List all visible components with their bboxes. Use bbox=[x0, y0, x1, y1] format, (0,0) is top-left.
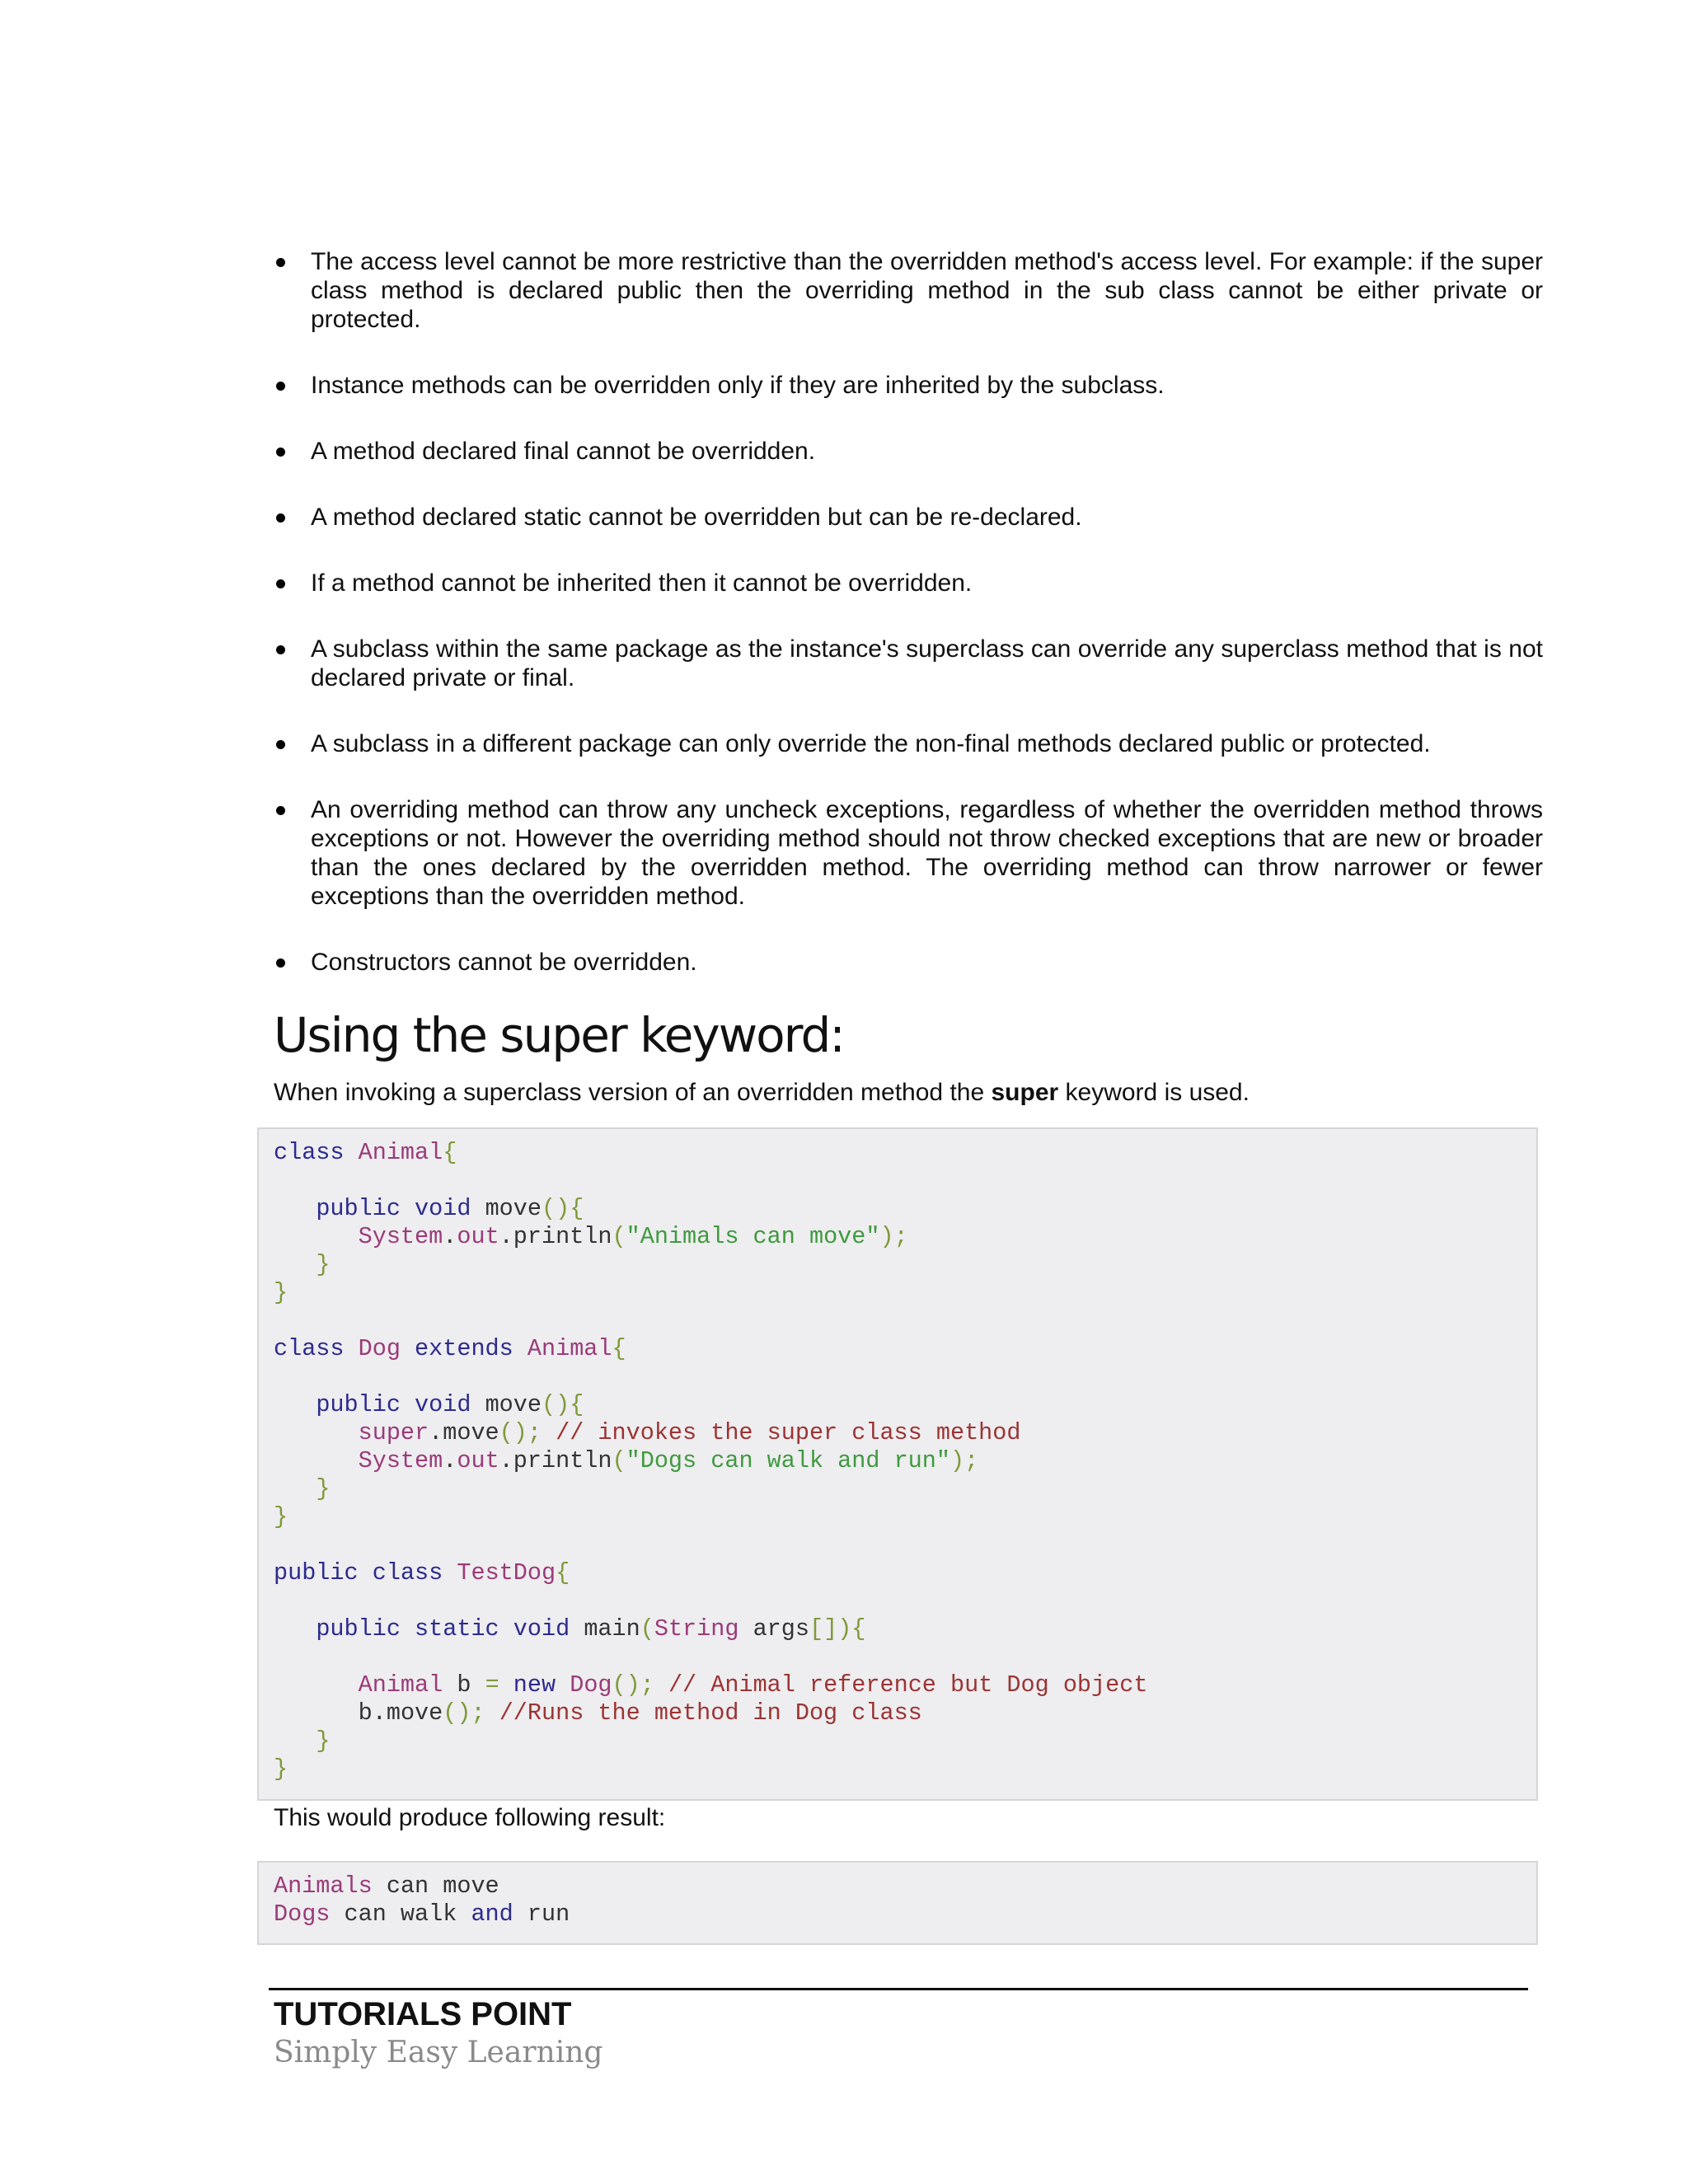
bullet-icon bbox=[276, 645, 285, 654]
list-item bbox=[274, 635, 1543, 692]
code-token: void bbox=[513, 1615, 570, 1643]
bullet-icon bbox=[276, 382, 285, 391]
list-item-text: A subclass within the same package as the instance's superclass can override any superclass method that is not declared private or final. bbox=[311, 635, 1543, 691]
list-item-text: Instance methods can be overridden only if they are inherited by the subclass. bbox=[311, 372, 1165, 399]
code-token: Dog bbox=[358, 1335, 401, 1362]
override-rules-list bbox=[274, 247, 1543, 977]
result-intro: This would produce following result: bbox=[274, 1804, 666, 1831]
output-token: and bbox=[471, 1900, 513, 1928]
intro-text-end: keyword is used. bbox=[1058, 1079, 1250, 1106]
code-token: class bbox=[372, 1559, 443, 1586]
output-token: Animals bbox=[274, 1872, 373, 1900]
code-token: out bbox=[457, 1447, 499, 1474]
bullet-icon bbox=[276, 448, 285, 457]
code-token: b bbox=[358, 1699, 373, 1727]
intro-keyword: super bbox=[991, 1079, 1059, 1106]
list-item bbox=[274, 247, 1543, 334]
code-token: Dog bbox=[570, 1671, 612, 1699]
code-token: public bbox=[316, 1195, 401, 1222]
output-token: can walk bbox=[330, 1900, 471, 1928]
list-item bbox=[274, 569, 1543, 598]
code-token: Animal bbox=[527, 1335, 612, 1362]
code-token: args bbox=[753, 1615, 809, 1643]
list-item bbox=[274, 729, 1543, 758]
code-token: class bbox=[274, 1335, 345, 1362]
output-token: run bbox=[513, 1900, 570, 1928]
code-token: new bbox=[513, 1671, 556, 1699]
code-token: b bbox=[457, 1671, 471, 1699]
bullet-icon bbox=[276, 513, 285, 523]
code-token: static bbox=[415, 1615, 499, 1643]
code-token: System bbox=[358, 1223, 443, 1250]
code-token: println bbox=[513, 1447, 612, 1474]
list-item-text: If a method cannot be inherited then it cannot be overridden. bbox=[311, 569, 973, 597]
list-item bbox=[274, 948, 1543, 977]
list-item-text: A subclass in a different package can only override the non-final methods declared public or protected. bbox=[311, 730, 1431, 757]
output-block bbox=[257, 1861, 1538, 1945]
list-item bbox=[274, 371, 1543, 400]
footer-title: TUTORIALS POINT bbox=[274, 1996, 572, 2032]
code-token: Animal bbox=[358, 1139, 443, 1166]
bullet-icon bbox=[276, 579, 285, 588]
code-token: move bbox=[386, 1699, 443, 1727]
code-token: String bbox=[654, 1615, 739, 1643]
list-item bbox=[274, 795, 1543, 911]
list-item-text: A method declared static cannot be overridden but can be re-declared. bbox=[311, 504, 1082, 531]
list-item-text: The access level cannot be more restrictive than the overridden method's access level. For example: if the super class method is declared public then the overriding method in the sub class cannot be either private or protected. bbox=[311, 248, 1543, 333]
list-item-text: An overriding method can throw any uncheck exceptions, regardless of whether the overridden method throws exceptions or not. However the overriding method should not throw checked exceptions that are new or broader than the ones declared by the overridden method. The overriding method can throw narrower or fewer exceptions than the overridden method. bbox=[311, 796, 1543, 910]
footer-subtitle: Simply Easy Learning bbox=[274, 2036, 603, 2069]
section-heading: Using the super keyword: bbox=[274, 1007, 844, 1063]
list-item bbox=[274, 503, 1543, 532]
code-token: System bbox=[358, 1447, 443, 1474]
code-block: class Animal{ public void move(){ System.out.println("Animals can move"); } } class Dog extends Animal{ public void move(){ super.move(); // invokes the super class method System.out.println("Dogs can walk and run"); } } public class TestDog{ public static void main(String args[]){ Animal b = new Dog(); // Animal reference but Dog object b.move(); //Runs the method in Dog class } } bbox=[257, 1127, 1538, 1801]
code-token: void bbox=[415, 1195, 471, 1222]
code-token: "Dogs can walk and run" bbox=[626, 1447, 950, 1474]
footer-divider bbox=[269, 1988, 1528, 1990]
bullet-icon bbox=[276, 740, 285, 749]
code-token: println bbox=[513, 1223, 612, 1250]
code-token: super bbox=[358, 1419, 429, 1446]
list-item bbox=[274, 437, 1543, 466]
output-token: can move bbox=[372, 1872, 499, 1900]
intro-paragraph bbox=[274, 1078, 1543, 1108]
code-token: "Animals can move" bbox=[626, 1223, 880, 1250]
code-token: Animal bbox=[358, 1671, 443, 1699]
bullet-icon bbox=[276, 958, 285, 968]
bullet-icon bbox=[276, 806, 285, 815]
list-item-text: Constructors cannot be overridden. bbox=[311, 949, 697, 976]
code-token: TestDog bbox=[457, 1559, 556, 1586]
code-token: class bbox=[274, 1139, 345, 1166]
code-token: out bbox=[457, 1223, 499, 1250]
code-comment: //Runs the method in Dog class bbox=[499, 1699, 922, 1727]
code-token: public bbox=[316, 1615, 401, 1643]
code-token: move bbox=[443, 1419, 499, 1446]
document-body bbox=[274, 247, 1543, 1108]
code-comment: // Animal reference but Dog object bbox=[668, 1671, 1148, 1699]
code-token: public bbox=[316, 1391, 401, 1418]
code-token: void bbox=[415, 1391, 471, 1418]
code-comment: // invokes the super class method bbox=[556, 1419, 1021, 1446]
code-token: extends bbox=[415, 1335, 513, 1362]
code-token: move bbox=[485, 1195, 542, 1222]
code-token: main bbox=[584, 1615, 640, 1643]
code-token: public bbox=[274, 1559, 359, 1586]
output-token: Dogs bbox=[274, 1900, 331, 1928]
list-item-text: A method declared final cannot be overridden. bbox=[311, 438, 816, 465]
bullet-icon bbox=[276, 258, 285, 267]
code-token: move bbox=[485, 1391, 542, 1418]
intro-text: When invoking a superclass version of an overridden method the bbox=[274, 1079, 992, 1106]
